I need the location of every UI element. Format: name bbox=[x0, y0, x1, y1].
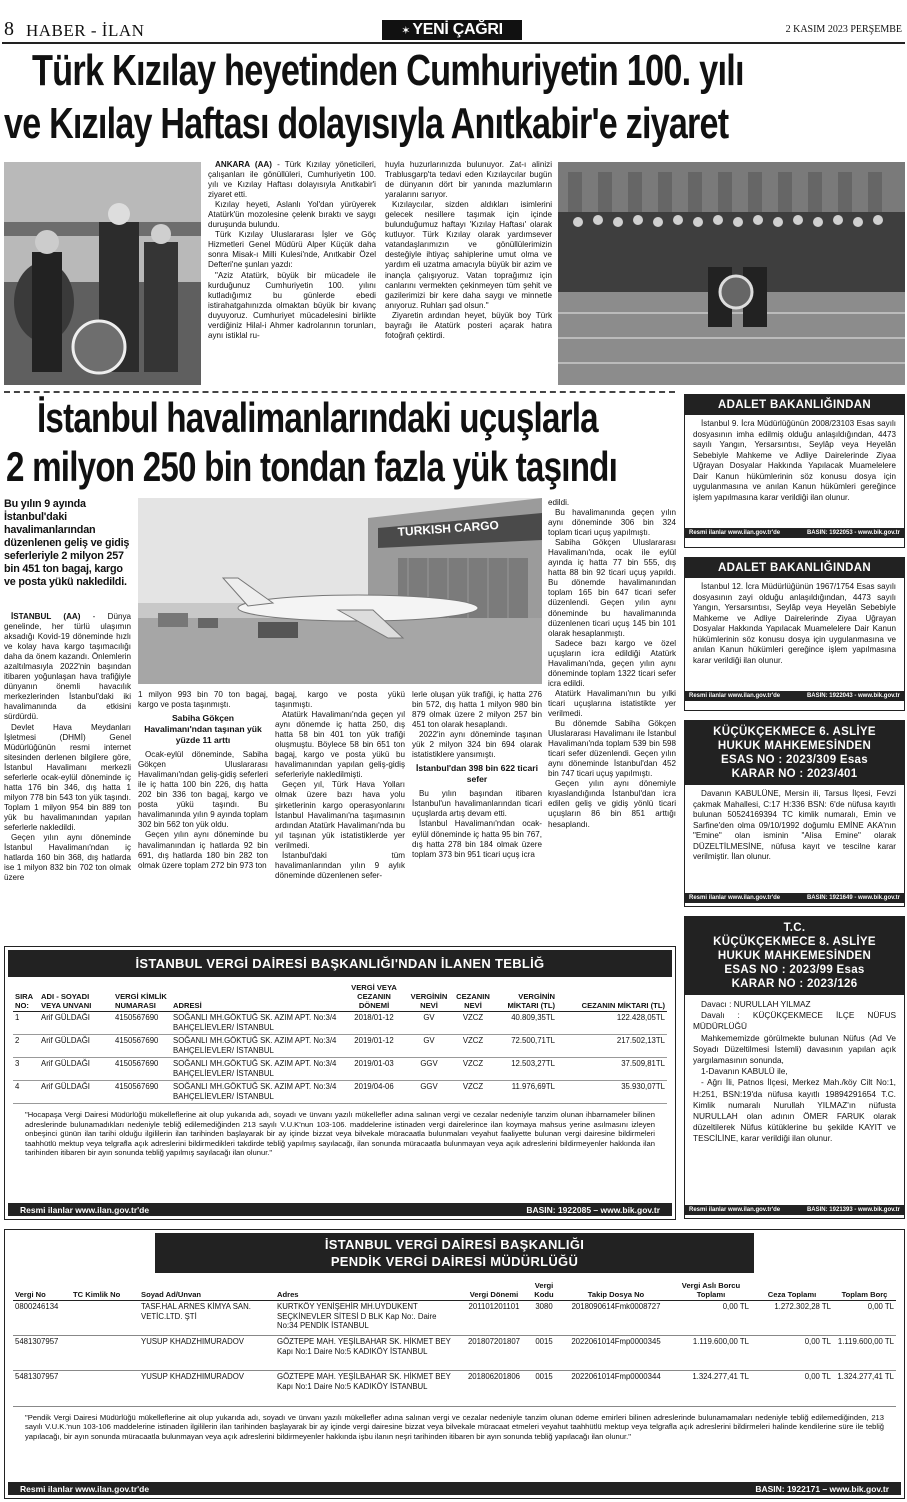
subheading: İstanbul'dan 398 bin 622 ticari sefer bbox=[416, 763, 538, 785]
paragraph: Atatürk Havalimanı'nın bu yılki ticari uçuşlarına istatistikte yer verilmedi. bbox=[548, 688, 676, 718]
teblig-table-wrap bbox=[5, 1276, 904, 1406]
article2-column-1 bbox=[4, 612, 131, 930]
teblig-note: "Pendik Vergi Dairesi Müdürlüğü mükelleflerine ait olup yukarıda adı, soyadı ve ünvanı yazılı mükellefler adına salınan vergi ve cezalar nedeniyle tanzim olunan ödeme emirleri bilinen adreslerinde bulunamamaları nedeniyle tebliğ edilemediğinden, 213 sayılı V.U.K.'nun 103-106 maddelerine istinaden ilgililerin ilan tarihinden başlayarak bir ay içinde vergi dairesine bizzat veya bilvekale müracaat etmeleri veyahut taahhütlü mektup veya telgrafla açık adreslerini bildirmeleri halinde kendilerine süre ile tebliğ yapılacağı, bir ayın sonunda müracaatla bulunmayan veya açık adreslerini bildirmeyenler hakkında işbu ilanın neşri tarihinden itibaren bir ayın sonunda tebliğ yapılacağı ilan olunur." bbox=[13, 1406, 896, 1462]
paragraph: Geçen yılın aynı döneminde bu havalimanından iç hatlarda 92 bin 691, dış hatlarda 180 bin 282 ton olmak üzere toplam 272 bin 973 ton bbox=[138, 830, 268, 870]
star-icon: ✶ bbox=[401, 24, 411, 37]
teblig-footer: Resmi ilanlar www.ilan.gov.tr'de BASIN: 1922171 – www.bik.gov.tr bbox=[8, 1482, 901, 1495]
teblig-title: İSTANBUL VERGİ DAİRESİ BAŞKANLIĞI PENDİK VERGİ DAİRESİ MÜDÜRLÜĞÜ bbox=[155, 1233, 754, 1273]
paragraph: İstanbul Havalimanı'ndan ocak-eylül döneminde iç hatta 95 bin 767, dış hatta 278 bin 184 olmak üzere toplam 373 bin 951 ticari uçuş icra bbox=[412, 819, 542, 859]
headline-1-line-2: ve Kızılay Haftası dolayısıyla Anıtkabir'e ziyaret bbox=[4, 99, 729, 148]
section-label: HABER - İLAN bbox=[26, 21, 145, 40]
paragraph: Türk Kızılay Uluslararası İşler ve Göç Hizmetleri Genel Müdürü Alper Küçük daha sonra Misak-ı Milli Kulesi'nde, Anıtkabir Özel Defteri'ne şunları yazdı: bbox=[208, 230, 376, 270]
paragraph: Bu dönemde Sabiha Gökçen Uluslararası Havalimanı ile İstanbul Havalimanı'nda toplam 539 bin 598 ticari sefer düzenlendi. Geçen yılın aynı döneminde İstanbul'dan 452 bin 747 ticari uçuş yapılmıştı. bbox=[548, 719, 676, 779]
paragraph: Sabiha Gökçen Uluslararası Havalimanı'nda, ocak ile eylül ayında iç hatta 77 bin 555, dış hatta 88 bin 92 ticari uçuş yapıldı. Bu dönemde havalimanından toplam 165 bin 647 ticari sefer düzenlendi. Geçen yılın aynı döneminde bu havalimanında düzenlenen ticari uçuş 145 bin 101 olarak hesaplanmıştı. bbox=[548, 538, 676, 638]
teblig-table-wrap bbox=[5, 980, 675, 1106]
masthead bbox=[0, 0, 907, 44]
paragraph: Kızılay heyeti, Aslanlı Yol'dan yürüyerek Atatürk'ün mozolesine çelenk bıraktı ve saygı duruşunda bulundu. bbox=[208, 200, 376, 230]
notice-title: ADALET BAKANLIĞINDAN bbox=[685, 558, 904, 578]
paragraph: İSTANBUL (AA) - Dünya genelinde, her türlü ulaşımın aksadığı Kovid-19 döneminde hızlı ve kolay hava kargo taşımacılığı daha da önem kazandı. Önlemlerin azaltılmasıyla 2022'nin başından itibaren yoğunlaşan hava trafiğiyle dünyanın önemli havacılık merkezlerinden İstanbul'daki iki havalimanında da etkisini sürdürdü. bbox=[4, 612, 131, 722]
notice-body: İstanbul 9. İcra Müdürlüğünün 2008/23103 Esas sayılı dosyasının imha edilmiş olduğu anlaşıldığından, 4473 sayılı Yangın, Yersarsıntısı, Seylâp veya Heyelân Sebebiyle Mahkeme ve Adliye Dairelerinde Ziyaa Uğrayan Dosyalar Hakkında Yapılacak Muamelelere Dair Kanun hükümlerinin söz konusu dosya için uygulanmasına ve anılan Kanun hükümleri gereğince işlem yapılmasına karar verildiği ilan olunur. bbox=[693, 419, 896, 502]
teblig-title: İSTANBUL VERGİ DAİRESİ BAŞKANLIĞI'NDAN İLANEN TEBLİĞ bbox=[8, 950, 672, 977]
masthead-rule bbox=[2, 42, 905, 44]
headline-2-line-2: 2 milyon 250 bin tondan fazla yük taşındı bbox=[6, 443, 618, 490]
issue-date: 2 KASIM 2023 PERŞEMBE bbox=[785, 24, 902, 35]
teblig-table bbox=[13, 982, 667, 1104]
newspaper-logo: ✶ YENİ ÇAĞRI bbox=[382, 20, 522, 40]
table-row: 1 Arif GÜLDAĞI 4150567690 SOĞANLI MH.GÖKTUĞ SK. AZIM APT. No:3/4 BAHÇELİEVLER/ İSTANBUL 2018/01-12 GV VZCZ 40.809,35TL 122.428,05TL bbox=[13, 1012, 667, 1035]
article2-column-4 bbox=[412, 690, 542, 934]
table-row: 3 Arif GÜLDAĞI 4150567690 SOĞANLI MH.GÖKTUĞ SK. AZIM APT. No:3/4 BAHÇELİEVLER/ İSTANBUL 2019/01-03 GGV VZCZ 12.503,27TL 37.509,81TL bbox=[13, 1058, 667, 1081]
paragraph: 1 milyon 993 bin 70 ton bagaj, kargo ve posta taşınmıştı. bbox=[138, 690, 268, 710]
photo-soldier-wreath bbox=[4, 162, 201, 385]
photo-graphic bbox=[4, 162, 201, 385]
article2-column-5 bbox=[548, 498, 676, 934]
headline-1-line-1: Türk Kızılay heyetinden Cumhuriyetin 100. yılı bbox=[32, 46, 744, 95]
paragraph: Bu yılın başından itibaren İstanbul'un havalimanlarından ticari uçuşlarda artış devam etti. bbox=[412, 789, 542, 819]
paragraph: Sadece bazı kargo ve özel uçuşların icra edildiği Atatürk Havalimanı'nda, geçen yılın aynı döneminde toplam 1322 ticari sefer icra edildi. bbox=[548, 638, 676, 688]
table-header-row: SIRA NO: ADI - SOYADI VEYA UNVANI VERGİ KİMLİK NUMARASI ADRESİ VERGİ VEYA CEZANIN DÖNEMİ VERGİNİN NEVİ CEZANIN NEVİ VERGİNİN MİKTARI (TL) CEZANIN MİKTARI (TL) bbox=[15, 983, 665, 1010]
paragraph: huyla huzurlarınızda bulunuyor. Zat-ı alinizi Trablusgarp'ta tedavi eden Kızılaycılar bugün de dünyanın dört bir yanında mazlumların yaralarını sarıyor. bbox=[385, 160, 552, 200]
photo-turkish-cargo bbox=[138, 498, 542, 684]
subheading: Sabiha Gökçen Havalimanı'ndan taşınan yük yüzde 11 arttı bbox=[144, 713, 262, 746]
teblig-footer: Resmi ilanlar www.ilan.gov.tr'de BASIN: 1922085 – www.bik.gov.tr bbox=[8, 1203, 672, 1216]
paragraph: lerle oluşan yük trafiği, iç hatta 276 bin 572, dış hatta 1 milyon 980 bin 879 olmak üzere 2 milyon 257 bin 451 ton olarak hesaplandı. bbox=[412, 690, 542, 730]
notice-footer: Resmi ilanlar www.ilan.gov.tr'de BASIN: 1921649 - www.bik.gov.tr bbox=[685, 893, 904, 903]
article1-column-2 bbox=[385, 160, 552, 380]
paragraph: Geçen yıl, Türk Hava Yolları olmak üzere bazı hava yolu şirketlerinin kargo operasyonlarını İstanbul Havalimanı'na taşımasının ardından Atatürk Havalimanı'nda bu yıl taşınan yük istatistiklerde yer verilmedi. bbox=[275, 780, 405, 850]
paragraph: Ziyaretin ardından heyet, büyük boy Türk bayrağı ile Atatürk posteri açarak hatıra fotoğrafı çektirdi. bbox=[385, 310, 552, 340]
notice-title: ADALET BAKANLIĞINDAN bbox=[685, 395, 904, 415]
notice-adalet-2 bbox=[684, 557, 905, 711]
paragraph: Devlet Hava Meydanları İşletmesi (DHMİ) Genel Müdürlüğünün resmi internet sitesinden derlenen bilgilere göre, İstanbul Havalimanı merkezli seferlerle ocak-eylül döneminde iç hatta 176 bin 346, dış hatta 1 milyon 778 bin 543 ton yük taşındı. Toplam 1 milyon 954 bin 889 ton yük bu havalimanından yapılan seferlerle nakledildi. bbox=[4, 722, 131, 832]
table-row: 5481307957 YUSUP KHADZHIMURADOV GÖZTEPE MAH. YEŞİLBAHAR SK. HİKMET BEY Kapı No:1 Daire No:5 KADIKÖY İSTANBUL 201806201806 0015 2022061014Fmp0000344 1.324.277,41 TL 0,00 TL 1.324.277,41 TL bbox=[13, 1371, 896, 1406]
paragraph: "Aziz Atatürk, büyük bir mücadele ile kurduğunuz Cumhuriyetin 100. yılını kutladığımız bu günlerde ebedi istirahatgahınızda olmaktan büyük bir kıvanç duyuyoruz. Cumhuriyet mücadelesini birlikte verdiğiniz Hilal-i Ahmer kadrolarının torunları, aynı istiklal ru- bbox=[208, 270, 376, 340]
paragraph: ANKARA (AA) - Türk Kızılay yöneticileri, çalışanları ile gönüllüleri, Cumhuriyetin 100. yılı ve Kızılay Haftası dolayısıyla Anıtkabir'i ziyaret etti. bbox=[208, 160, 376, 200]
section-separator bbox=[4, 391, 675, 393]
photo-graphic bbox=[138, 498, 542, 684]
notice-title: KÜÇÜKÇEKMECE 6. ASLİYE HUKUK MAHKEMESİNDEN ESAS NO : 2023/309 Esas KARAR NO : 2023/401 bbox=[685, 721, 904, 785]
photo-group-anitkabir bbox=[558, 162, 905, 385]
notice-adalet-1 bbox=[684, 394, 905, 548]
page-number: 8 bbox=[4, 18, 14, 40]
paragraph: Geçen yılın aynı dönemiyle kıyaslandığında İstanbul'dan icra edilen geliş ve gidiş yönlü ticari uçuşların 86 bin 851 arttığı hesaplandı. bbox=[548, 779, 676, 829]
notice-body: Davacı : NURULLAH YILMAZ Davalı : KÜÇÜKÇEKMECE İLÇE NÜFUS MÜDÜRLÜĞÜ Mahkememizde görülmekte bulunan Nüfus (Ad Ve Soyadı Düzeltilmesi İstemli) davasının yapılan açık yargılamasının sonunda, 1-Davanın KABULÜ ile, - Ağrı İli, Patnos İlçesi, Merkez Mah./köy Cilt No:1, H:251, BSN:19'da nüfusa kayıtlı 19894291654 T.C. Kimlik numaralı Nurullah YILMAZ'ın nüfusta NURULLAH olan adının ÖMER FARUK olarak düzeltilerek Nüfus kütüklerine bu şekilde KAYIT ve TESCİLİNE, karar verildiği ilan olunur. bbox=[693, 999, 896, 1144]
notice-footer: Resmi ilanlar www.ilan.gov.tr'de BASIN: 1921393 - www.bik.gov.tr bbox=[685, 1205, 904, 1215]
article2-spot: Bu yılın 9 ayında İstanbul'daki havalimanlarından düzenlenen geliş ve gidiş seferleriyle 2 milyon 257 bin 451 ton bagaj, kargo ve posta yükü nakledildi. bbox=[4, 498, 130, 588]
table-header-row: Vergi No TC Kimlik No Soyad Ad/Unvan Adres Vergi Dönemi Vergi Kodu Takip Dosya No Vergi Aslı Borcu Toplamı Ceza Toplamı Toplam Borç bbox=[13, 1280, 896, 1301]
table-row: 2 Arif GÜLDAĞI 4150567690 SOĞANLI MH.GÖKTUĞ SK. AZIM APT. No:3/4 BAHÇELİEVLER/ İSTANBUL 2019/01-12 GV VZCZ 72.500,71TL 217.502,13TL bbox=[13, 1035, 667, 1058]
paragraph: Atatürk Havalimanı'nda geçen yıl aynı dönemde iç hatta 250, dış hatta 58 bin 401 ton yük trafiği oluşmuştu. Böylece 58 bin 651 ton bagaj, kargo ve posta yükü bu havalimanından yapılan geliş-gidiş seferleriyle nakledilmişti. bbox=[275, 710, 405, 780]
headline-2-line-1: İstanbul havalimanlarındaki uçuşlarla bbox=[37, 394, 598, 441]
teblig-table bbox=[13, 1280, 896, 1406]
notice-title: T.C. KÜÇÜKÇEKMECE 8. ASLİYE HUKUK MAHKEMESİNDEN ESAS NO : 2023/99 Esas KARAR NO : 2023/126 bbox=[685, 917, 904, 995]
notice-body: Davanın KABULÜNE, Mersin ili, Tarsus İlçesi, Fevzi çakmak Mahallesi, C:17 H:336 BSN: 6'de nüfusa kayıtlı bulunan 50524169394 TC kimlik numaralı, Emin ve Sarfine'den olma 09/10/1992 doğumlu EMİNE AKA'nın "Emine" olan isminin "Alisa Emine" olarak DÜZELTİLMESİNE, nüfusa kayıt ve tescilne karar verilmiştir. İlan olunur. bbox=[693, 789, 896, 861]
notice-kucukcekmece-6 bbox=[684, 720, 905, 907]
photo-graphic bbox=[558, 162, 905, 385]
table-row: 5481307957 YUSUP KHADZHIMURADOV GÖZTEPE MAH. YEŞİLBAHAR SK. HİKMET BEY Kapı No:1 Daire No:5 KADIKÖY İSTANBUL 201807201807 0015 2022061014Fmp0000345 1.119.600,00 TL 0,00 TL 1.119.600,00 TL bbox=[13, 1336, 896, 1371]
article2-column-3 bbox=[275, 690, 405, 934]
teblig-pendik bbox=[4, 1229, 905, 1499]
paragraph: Geçen yılın aynı döneminde İstanbul Havalimanı'ndan iç hatlarda 160 bin 368, dış hatlarda ise 1 milyon 832 bin 702 ton olmak üzere bbox=[4, 833, 131, 883]
cargo-sign: TURKISH CARGO bbox=[397, 517, 500, 539]
article1-column-1 bbox=[208, 160, 376, 380]
teblig-vergi-dairesi bbox=[4, 946, 676, 1220]
paragraph: İstanbul'daki tüm havalimanlarından yılın 9 aylık döneminde düzenlenen sefer- bbox=[275, 850, 405, 880]
notice-footer: Resmi ilanlar www.ilan.gov.tr'de BASIN: 1922043 - www.bik.gov.tr bbox=[685, 691, 904, 701]
table-row: 0800246134 TASF.HAL ARNES KİMYA SAN. VETİC.LTD. ŞTİ KURTKÖY YENİŞEHİR MH.UYDUKENT SEÇKİNEVLER SİTESİ D BLK Kap No:. Daire No:34 PENDİK İSTANBUL 201101201101 3080 2018090614Fmk0008727 0,00 TL 1.272.302,28 TL 0,00 TL bbox=[13, 1301, 896, 1336]
notice-kucukcekmece-8 bbox=[684, 916, 905, 1219]
paragraph: Bu havalimanında geçen yılın aynı döneminde 306 bin 324 toplam ticari uçuş yapılmıştı. bbox=[548, 508, 676, 538]
paragraph: 2022'in aynı döneminde taşınan yük 2 milyon 324 bin 694 olarak istatistiklere yansımıştı. bbox=[412, 730, 542, 760]
teblig-note: "Hocapaşa Vergi Dairesi Müdürlüğü mükelleflerine ait olup yukarıda adı, soyadı ve ünvanı yazılı mükellefler adına salınan vergi ve cezalar nedeniyle tanzim olunan ihbarnameler bilinen adreslerinde bulunamadıkları nedeniyle tebliğ edilemediğinden 213 sayılı V.U.K'nun 103-106. maddelerine istinaden vergi dairelerince ilan koymaya mahsus yerine asılmasını izleyen onbeşinci günün ilan tarihi olduğu ilgililerin ilan tarihinden başlayarak bir ay içinde bizzat veya bilvekale müracaatla bulunmaları veyahut faaliyette bulunan vergi dairesine bildirmeleri taahhütlü mektup veya telgrafla açık adreslerini bildirmedikleri takdirde tebliğ yapılmış sayılacağı, ilan sonunda müracaatla bulunmayan veya açık adreslerini bildirmeyenler hakkında ilan tarihinden itibaren bir ayın sonunda tebliğ yapılmış sayılacağı ilan olunur." bbox=[25, 1110, 655, 1158]
table-row: 4 Arif GÜLDAĞI 4150567690 SOĞANLI MH.GÖKTUĞ SK. AZIM APT. No:3/4 BAHÇELİEVLER/ İSTANBUL 2019/04-06 GGV VZCZ 11.976,69TL 35.930,07TL bbox=[13, 1081, 667, 1104]
paragraph: Ocak-eylül döneminde, Sabiha Gökçen Uluslararası Havalimanı'ndan geliş-gidiş seferleri ile iç hatta 100 bin 226, dış hatta 202 bin 336 ton bagaj, kargo ve posta yükü taşındı. Bu havalimanında yılın 9 ayında toplam 302 bin 562 ton yük oldu. bbox=[138, 750, 268, 830]
article2-column-2 bbox=[138, 690, 268, 934]
notice-footer: Resmi ilanlar www.ilan.gov.tr'de BASIN: 1922053 - www.bik.gov.tr bbox=[685, 528, 904, 538]
paragraph: edildi. bbox=[548, 498, 570, 507]
paragraph: bagaj, kargo ve posta yükü taşınmıştı. bbox=[275, 690, 405, 710]
notice-body: İstanbul 12. İcra Müdürlüğünün 1967/1754 Esas sayılı dosyasının zayi olduğu anlaşıldığından, 4473 sayılı Yangın, Yersarsıntısı, Seylâp veya Heyelân Sebebiyle Mahkeme ve Adliye Dairelerinde Ziyaa Uğrayan Dosyalar Hakkında Yapılacak Muamelelere Dair Kanun hükümlerinin söz konusu dosya için uygulanmasına ve anılan Kanun hükümleri gereğince işlem yapılmasına karar verildiği ilan olunur. bbox=[693, 582, 896, 665]
paragraph: Kızılaycılar, sizden aldıkları isimlerini gelecek nesillere taşımak için içinde bulunduğumuz haftayı 'Kızılay Haftası' olarak kutluyor. Türk Kızılay olarak yardımsever vatandaşlarımızın ve gönüllülerimizin desteğiyle ihtiyaç sahiplerine umut olma ve yardım eli uzatma amacıyla büyük bir azim ve inançla çalışıyoruz. Vatan toprağımız için canlarını vermekten çekinmeyen tüm şehit ve gazilerimizi bir kere daha saygı ve minnetle anıyoruz. Ruhları şad olsun." bbox=[385, 200, 552, 310]
